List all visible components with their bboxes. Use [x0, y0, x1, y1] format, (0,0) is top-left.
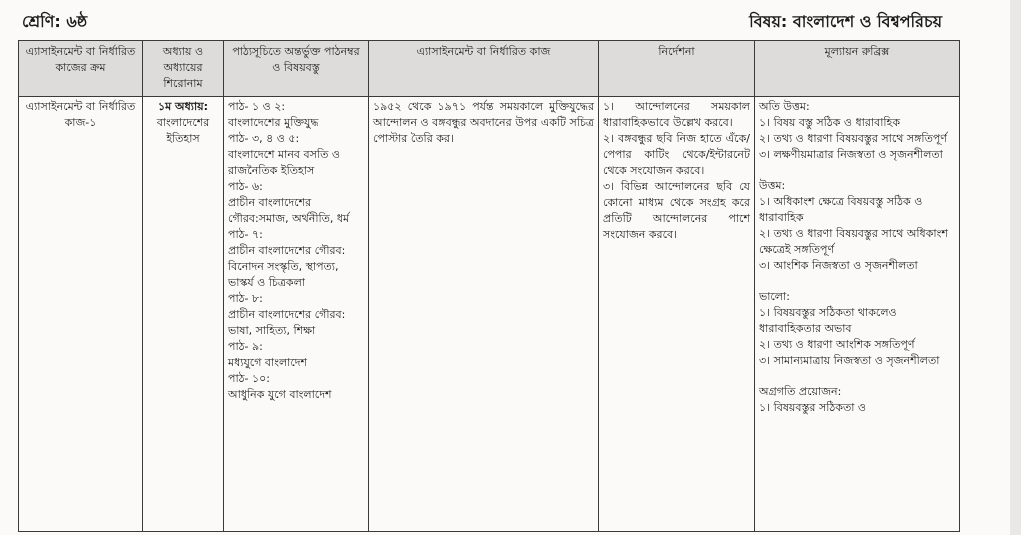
rubric-spacer — [759, 274, 955, 289]
lesson-line: পাঠ- ৯: — [228, 340, 263, 353]
instructions-cell — [599, 97, 755, 532]
chapter-no: ১ম অধ্যায়: — [157, 100, 209, 113]
column-header: পাঠ্যসূচিতে অন্তর্ভুক্ত পাঠনম্বর ও বিষয়বস্তু — [224, 41, 369, 97]
rubric-point: ১। অধিকাংশ ক্ষেত্রে বিষয়বস্তু সঠিক ও ধারাবাহিক — [759, 195, 923, 224]
rubric-point: ৩। সামান্যমাত্রায় নিজস্বতা ও সৃজনশীলতা — [759, 354, 940, 367]
lesson-line: পাঠ- ১০: — [228, 372, 270, 385]
rubric-spacer — [759, 369, 955, 384]
rubric-cell — [755, 97, 960, 532]
column-header: নির্দেশনা — [599, 41, 755, 97]
lesson-line: বাংলাদেশের মুক্তিযুদ্ধ — [228, 116, 319, 129]
column-header: মূল্যায়ন রুব্রিক্স — [755, 41, 960, 97]
lesson-line: মধ্যযুগে বাংলাদেশ — [228, 356, 308, 369]
class-label: শ্রেণি: ৬ষ্ঠ — [22, 12, 88, 31]
chapter-title: বাংলাদেশের ইতিহাস — [156, 116, 210, 145]
task-text: ১৯৫২ থেকে ১৯৭১ পর্যন্ত সময়কালে মুক্তিযুদ্ধের আন্দোলন ও বঙ্গবন্ধুর অবদানের উপর একটি সচিত্র পোস্টার তৈরি কর। — [373, 100, 594, 145]
lesson-line: পাঠ- ১ ও ২: — [228, 100, 286, 113]
chapter-cell — [143, 97, 224, 532]
instruction-item: ২। বঙ্গবন্ধুর ছবি নিজ হাতে এঁকে/পেপার কাটিং থেকে/ইন্টারনেট থেকে সংযোজন করবে। — [603, 132, 750, 177]
table-header-row — [19, 41, 960, 97]
instruction-item: ৩। বিভিন্ন আন্দোলনের ছবি যে কোনো মাধ্যম থেকে সংগ্রহ করে প্রতিটি আন্দোলনের পাশে সংযোজন করবে। — [603, 180, 750, 241]
lessons-cell — [224, 97, 369, 532]
rubric-point: ১। বিষয়বস্তুর সঠিকতা ও — [759, 401, 866, 414]
column-header: এ্যাসাইনমেন্ট বা নির্ধারিত কাজ — [369, 41, 599, 97]
instruction-item: ১। আন্দোলনের সময়কাল ধারাবাহিকভাবে উল্লেখ করবে। — [603, 100, 750, 129]
rubric-level: ভালো: — [759, 290, 790, 303]
lesson-line: পাঠ- ৬: — [228, 180, 263, 193]
page-edge — [1010, 0, 1021, 535]
lesson-line: পাঠ- ৮: — [228, 292, 263, 305]
subject-label: বিষয়: বাংলাদেশ ও বিশ্বপরিচয় — [749, 12, 942, 31]
table-row — [19, 97, 960, 532]
lesson-line: পাঠ- ৩, ৪ ও ৫: — [228, 132, 300, 145]
assignment-no: এ্যাসাইনমেন্ট বা নির্ধারিত কাজ-১ — [25, 100, 136, 129]
assignment-no-cell — [19, 97, 143, 532]
column-header: এ্যাসাইনমেন্ট বা নির্ধারিত কাজের ক্রম — [19, 41, 143, 97]
rubric-level: অতি উত্তম: — [759, 100, 810, 113]
rubric-spacer — [759, 163, 955, 178]
lesson-line: বাংলাদেশে মানব বসতি ও রাজনৈতিক ইতিহাস — [228, 148, 340, 177]
rubric-point: ৩। লক্ষণীয়মাত্রার নিজস্বতা ও সৃজনশীলতা — [759, 148, 943, 161]
rubric-point: ১। বিষয় বস্তু সঠিক ও ধারাবাহিক — [759, 116, 901, 129]
lesson-line: প্রাচীন বাংলাদেশের গৌরব: বিনোদন সংস্কৃতি, স্থাপত্য, ভাস্কর্য ও চিত্রকলা — [228, 244, 346, 289]
rubric-point: ২। তথ্য ও ধারণা বিষয়বস্তুর সাথে সঙ্গতিপূর্ণ — [759, 132, 947, 145]
rubric-point: ২। তথ্য ও ধারণা বিষয়বস্তুর সাথে অধিকাংশ ক্ষেত্রেই সঙ্গতিপূর্ণ — [759, 227, 948, 256]
lesson-line: পাঠ- ৭: — [228, 228, 263, 241]
rubric-point: ২। তথ্য ও ধারণা আংশিক সঙ্গতিপূর্ণ — [759, 338, 915, 351]
lesson-line: আধুনিক যুগে বাংলাদেশ — [228, 388, 332, 401]
lesson-line: প্রাচীন বাংলাদেশের গৌরব: ভাষা, সাহিত্য, শিক্ষা — [228, 308, 346, 337]
task-cell — [369, 97, 599, 532]
rubric-point: ৩। আংশিক নিজস্বতা ও সৃজনশীলতা — [759, 259, 918, 272]
rubric-level: অগ্রগতি প্রয়োজন: — [759, 385, 842, 398]
assignment-table — [18, 40, 960, 532]
rubric-point: ১। বিষয়বস্তুর সঠিকতা থাকলেও ধারাবাহিকতার অভাব — [759, 306, 897, 335]
rubric-level: উত্তম: — [759, 179, 786, 192]
lesson-line: প্রাচীন বাংলাদেশের গৌরব:সমাজ, অর্থনীতি, ধর্ম — [228, 196, 350, 225]
column-header: অধ্যায় ও অধ্যায়ের শিরোনাম — [143, 41, 224, 97]
